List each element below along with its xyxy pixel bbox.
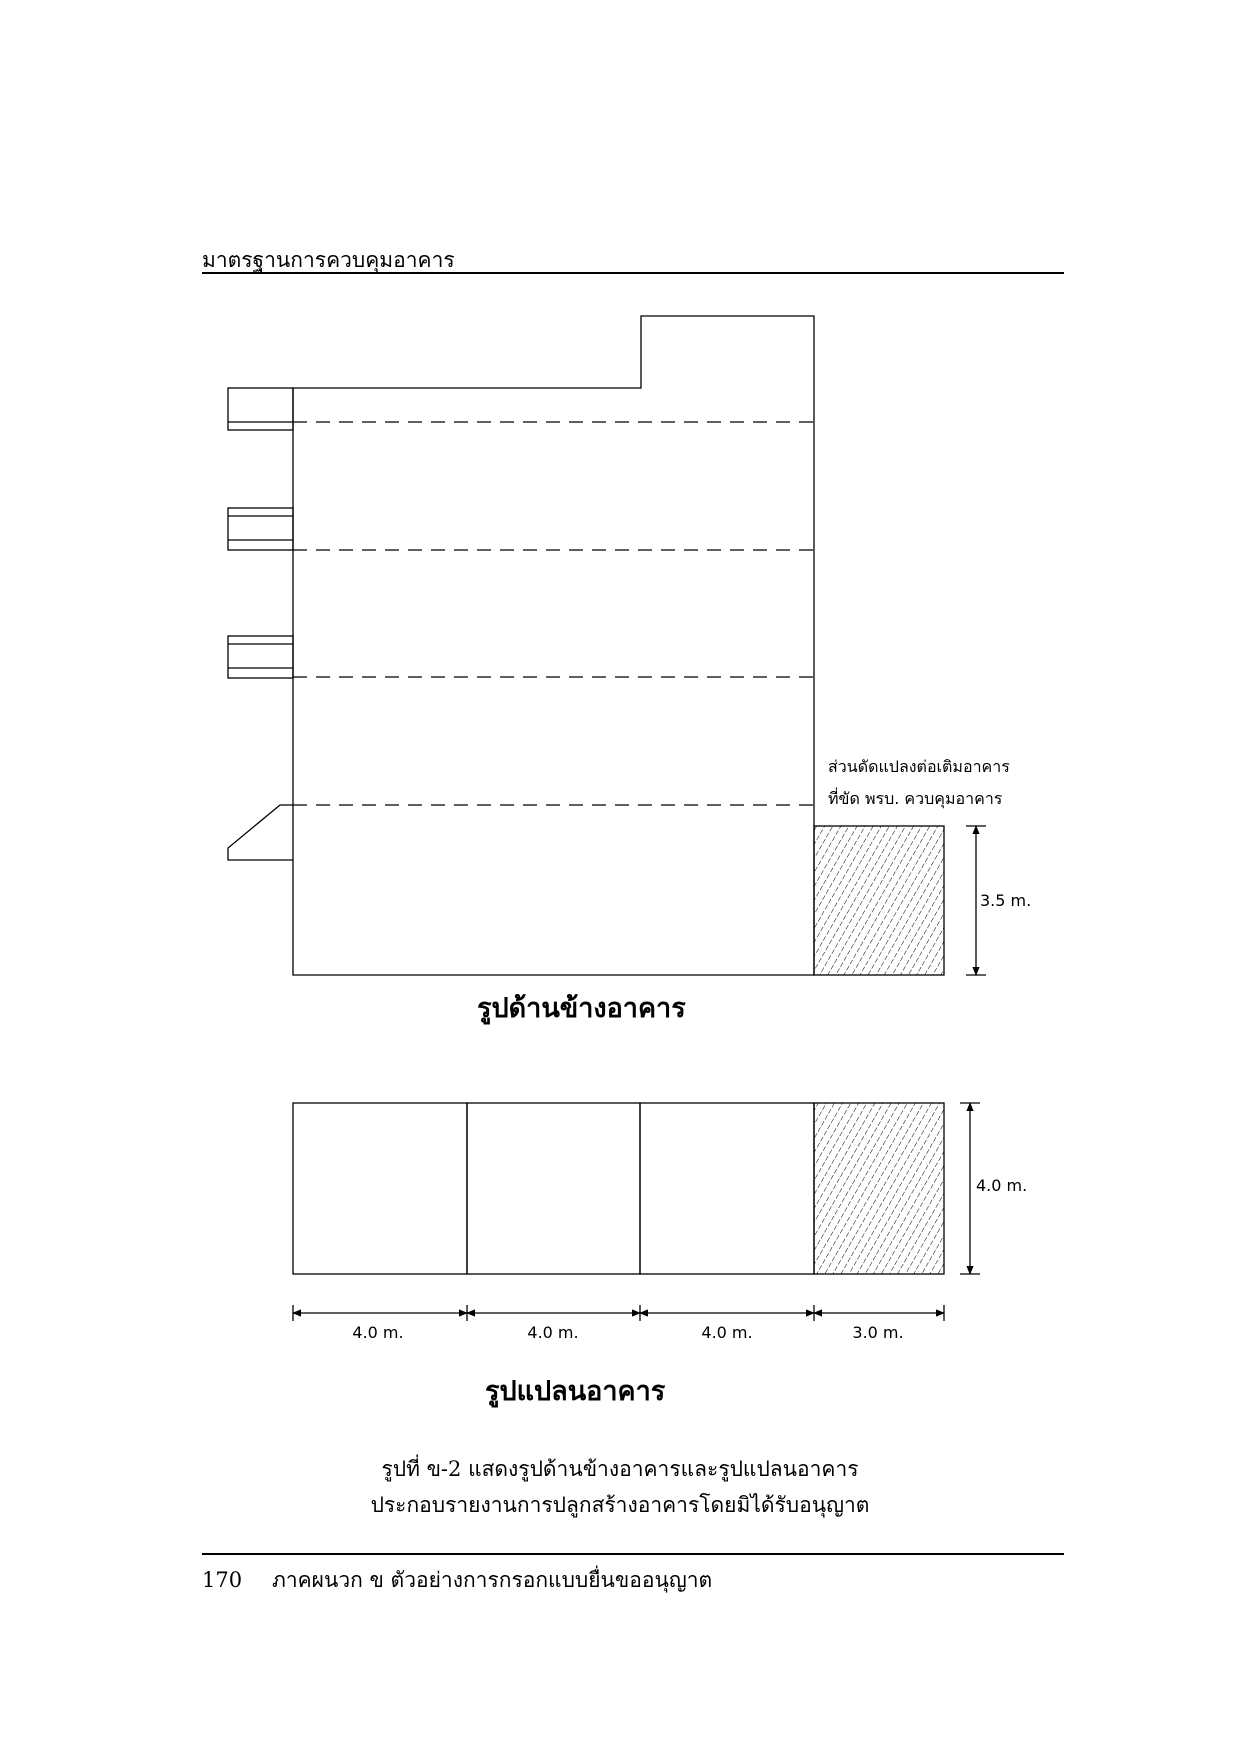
figure-caption-line1: รูปที่ ข-2 แสดงรูปด้านข้างอาคารและรูปแปลนอาคาร (381, 1457, 859, 1481)
plan-title: รูปแปลนอาคาร (485, 1376, 666, 1407)
height-label: 3.5 m. (980, 891, 1032, 910)
running-header: มาตรฐานการควบคุมอาคาร (202, 248, 455, 272)
canopy (228, 805, 293, 860)
bay-label-3: 4.0 m. (701, 1323, 753, 1342)
illegal-extension-elevation (814, 826, 944, 975)
figure-caption-line2: ประกอบรายงานการปลูกสร้างอาคารโดยมิได้รับอนุญาต (370, 1493, 870, 1517)
footer-text: ภาคผนวก ข ตัวอย่างการกรอกแบบยื่นขออนุญาต (272, 1568, 713, 1592)
page-footer (202, 1564, 712, 1597)
depth-label: 4.0 m. (976, 1176, 1028, 1195)
page-number: 170 (202, 1568, 243, 1592)
bay-3 (640, 1103, 814, 1274)
extension-note-line2: ที่ขัด พรบ. ควบคุมอาคาร (828, 789, 1003, 808)
illegal-extension-plan (814, 1103, 944, 1274)
bay-2 (467, 1103, 640, 1274)
footer-rule (202, 1553, 1064, 1555)
building-outline (293, 316, 814, 975)
bay-1 (293, 1103, 467, 1274)
bay-label-4: 3.0 m. (852, 1323, 904, 1342)
balcony-top (228, 388, 293, 430)
balcony-2 (228, 508, 293, 550)
elevation-drawing (228, 316, 986, 975)
balcony-3 (228, 636, 293, 678)
bay-label-2: 4.0 m. (527, 1323, 579, 1342)
bay-dimension-line (293, 1305, 944, 1321)
floor-lines (293, 422, 814, 805)
elevation-title: รูปด้านข้างอาคาร (477, 993, 686, 1024)
plan-drawing (293, 1103, 980, 1321)
bay-label-1: 4.0 m. (352, 1323, 404, 1342)
extension-note-line1: ส่วนดัดแปลงต่อเติมอาคาร (828, 757, 1010, 776)
